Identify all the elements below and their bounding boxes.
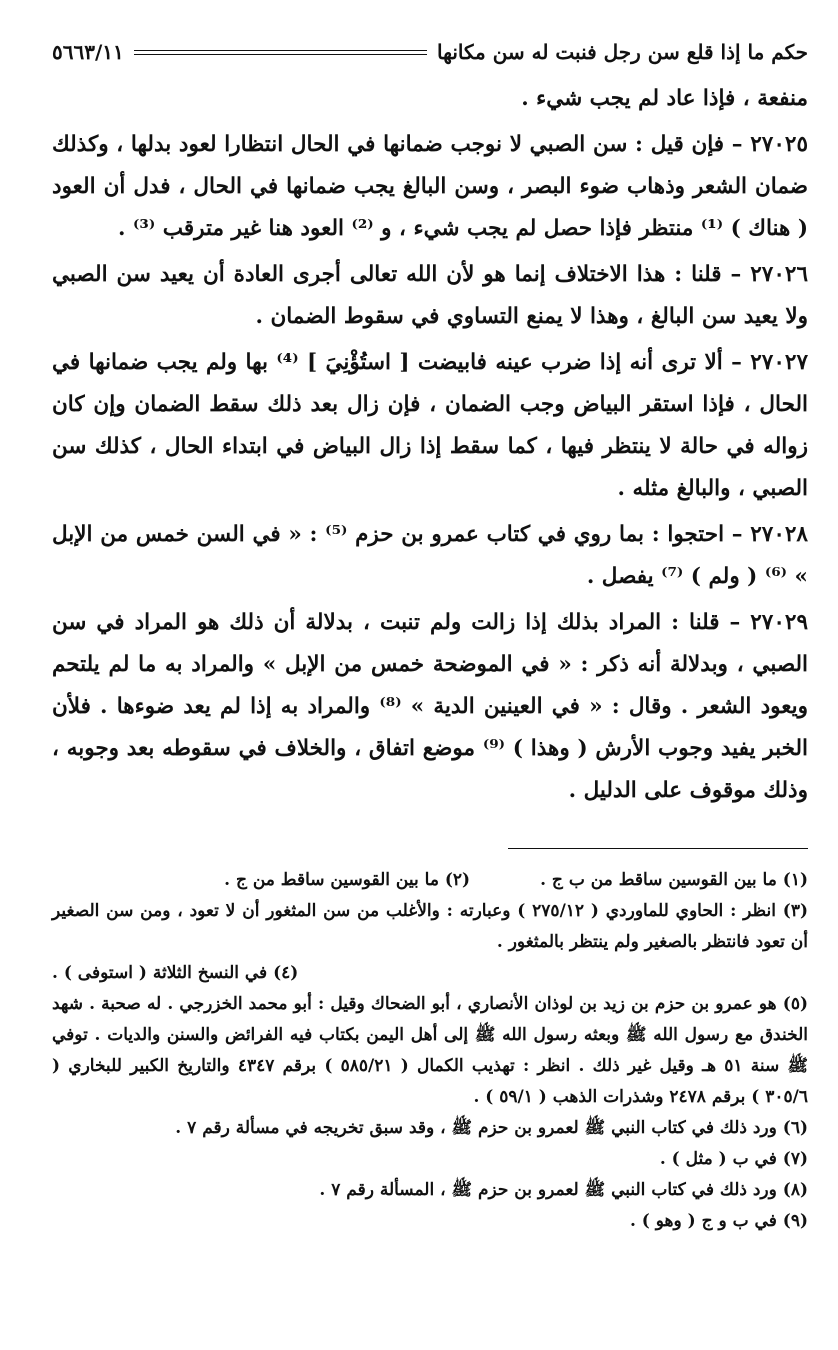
paragraph: ٢٧٠٢٨ – احتجوا : بما روي في كتاب عمرو بن حزم ⁽⁵⁾ : « في السن خمس من الإبل » ⁽⁶⁾ ( ولم ) ⁽⁷⁾ يفصل . <box>52 522 808 589</box>
footnote-5: (٥) هو عمرو بن حزم بن زيد بن لوذان الأنصاري ، أبو الضحاك وقيل : أبو محمد الخزرجي . له صحبة . شهد الخندق مع رسول الله ﷺ وبعثه رسول الله ﷺ إلى أهل اليمن بكتاب فيه الفرائض والسنن والديات . توفي ﷺ سنة ٥١ هـ وقيل غير ذلك . انظر : تهذيب الكمال ( ٥٨٥/٢١ ) برقم ٤٣٤٧ والتاريخ الكبير للبخاري ( ٣٠٥/٦ ) برقم ٢٤٧٨ وشذرات الذهب ( ٥٩/١ ) . <box>52 994 808 1107</box>
paragraph: ٢٧٠٢٥ – فإن قيل : سن الصبي لا نوجب ضمانها في الحال انتظارا لعود بدلها ، وكذلك ضمان الشعر وذهاب ضوء البصر ، وسن البالغ يجب ضمانها في الحال ، فدل أن العود ( هناك ) ⁽¹⁾ منتظر فإذا حصل لم يجب شيء ، و ⁽²⁾ العود هنا غير مترقب ⁽³⁾ . <box>52 132 808 241</box>
footnote-1: (١) ما بين القوسين ساقط من ب ج . <box>540 870 808 890</box>
footnote-separator <box>508 848 808 849</box>
footnote-4: (٤) في النسخ الثلاثة ( استوفى ) . <box>52 963 299 983</box>
header-rule <box>134 50 427 55</box>
chapter-title: حكم ما إذا قلع سن رجل فنبت له سن مكانها <box>437 40 808 64</box>
paragraph: ٢٧٠٢٦ – قلنا : هذا الاختلاف إنما هو لأن الله تعالى أجرى العادة أن يعيد سن الصبي ولا يعيد سن البالغ ، وهذا لا يمنع التساوي في سقوط الضمان . <box>52 262 808 329</box>
footnote-row <box>52 865 808 896</box>
paragraph: منفعة ، فإذا عاد لم يجب شيء . <box>521 86 808 111</box>
book-page <box>52 28 808 1237</box>
paragraph: ٢٧٠٢٩ – قلنا : المراد بذلك إذا زالت ولم تنبت ، بدلالة أن ذلك هو المراد في سن الصبي ، وبدلالة أنه ذكر : « في الموضحة خمس من الإبل » والمراد به ما لم يلتحم ويعود الشعر . وقال : « في العينين الدية » ⁽⁸⁾ والمراد به إذا لم يعد ضوءها . فلأن الخبر يفيد وجوب الأرش ( وهذا ) ⁽⁹⁾ موضع اتفاق ، والخلاف في سقوطه بعد وجوبه ، وذلك موقوف على الدليل . <box>52 610 808 803</box>
footnote-2: (٢) ما بين القوسين ساقط من ج . <box>224 870 471 890</box>
running-header <box>52 28 808 76</box>
main-text <box>52 78 808 812</box>
footnote-6: (٦) ورد ذلك في كتاب النبي ﷺ لعمرو بن حزم ﷺ ، وقد سبق تخريجه في مسألة رقم ٧ . <box>175 1118 808 1138</box>
footnote-9: (٩) في ب و ج ( وهو ) . <box>629 1211 808 1231</box>
page-reference: ٥٦٦٣/١١ <box>52 40 124 64</box>
paragraph: ٢٧٠٢٧ – ألا ترى أنه إذا ضرب عينه فابيضت [ استُؤْنِيَ ] ⁽⁴⁾ بها ولم يجب ضمانها في الحال ، فإذا استقر البياض وجب الضمان ، فإن زال بعد ذلك سقط الضمان وإن كان زواله في حالة لا ينتظر فيها ، كما سقط إذا زال البياض في ابتداء الحال ، كذلك سن الصبي ، والبالغ مثله . <box>52 350 808 501</box>
footnote-7: (٧) في ب ( مثل ) . <box>659 1149 808 1169</box>
footnote-3: (٣) انظر : الحاوي للماوردي ( ٢٧٥/١٢ ) وعبارته : والأغلب من سن المثغور أن لا تعود ، ومن سن الصغير أن تعود فانتظر بالصغير ولم ينتظر بالمثغور . <box>52 901 808 952</box>
footnotes <box>52 865 808 1237</box>
footnote-8: (٨) ورد ذلك في كتاب النبي ﷺ لعمرو بن حزم ﷺ ، المسألة رقم ٧ . <box>319 1180 808 1200</box>
